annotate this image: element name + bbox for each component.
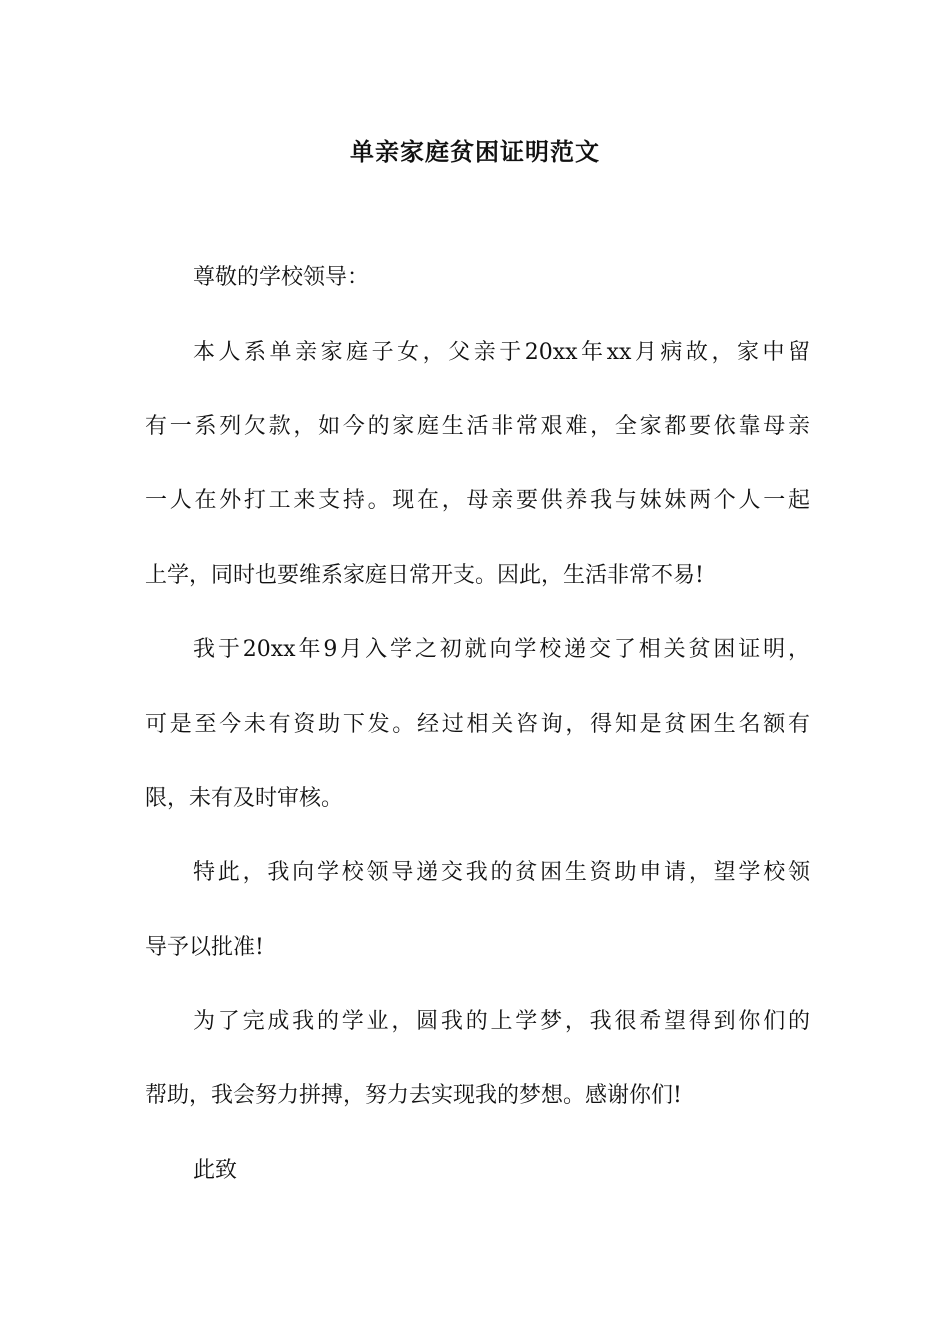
closing: 此致: [193, 1158, 238, 1183]
paragraph-2-line-1: 我于20xx年9月入学之初就向学校递交了相关贫困证明，: [193, 637, 810, 662]
paragraph-4-line-1: 为了完成我的学业，圆我的上学梦，我很希望得到你们的: [193, 1009, 810, 1034]
paragraph-3-line-2: 导予以批准!: [145, 935, 264, 960]
paragraph-1-line-3: 一人在外打工来支持。现在，母亲要供养我与妹妹两个人一起: [145, 488, 810, 513]
document-title: 单亲家庭贫困证明范文: [350, 137, 600, 166]
paragraph-1-line-4: 上学，同时也要维系家庭日常开支。因此，生活非常不易!: [145, 563, 704, 588]
paragraph-4-line-2: 帮助，我会努力拼搏，努力去实现我的梦想。感谢你们!: [145, 1083, 682, 1108]
paragraph-1-line-1: 本人系单亲家庭子女，父亲于20xx年xx月病故，家中留: [193, 340, 810, 365]
paragraph-2-line-2: 可是至今未有资助下发。经过相关咨询，得知是贫困生名额有: [145, 712, 810, 737]
paragraph-2-line-3: 限，未有及时审核。: [145, 786, 344, 811]
salutation: 尊敬的学校领导：: [193, 265, 370, 290]
paragraph-3-line-1: 特此，我向学校领导递交我的贫困生资助申请，望学校领: [193, 860, 810, 885]
paragraph-1-line-2: 有一系列欠款，如今的家庭生活非常艰难，全家都要依靠母亲: [145, 414, 810, 439]
